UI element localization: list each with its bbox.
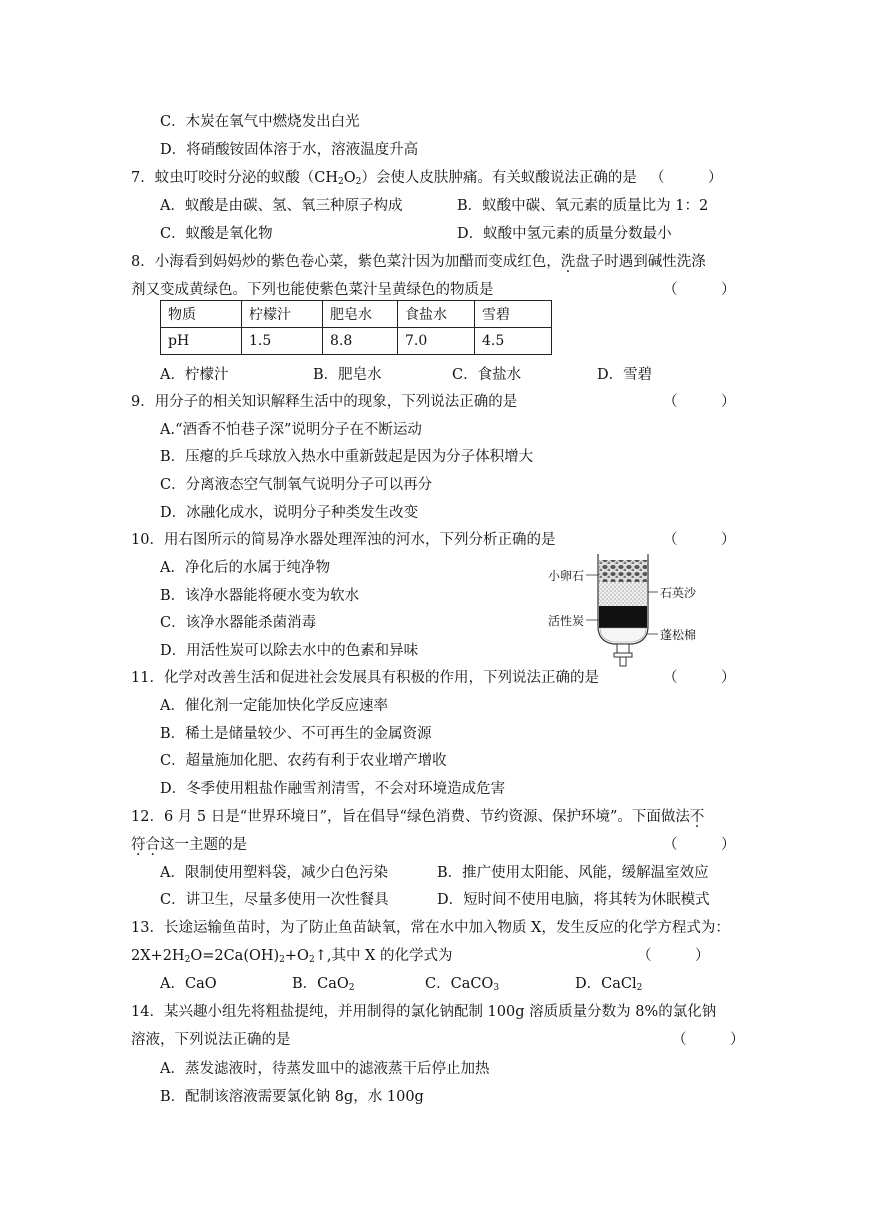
- q14-stem-line1: 14．某兴趣小组先将粗盐提纯，并用制得的氯化钠配制 100g 溶质质量分数为 8%的氯化钠: [131, 1004, 717, 1020]
- table-cell: 柠檬汁: [242, 301, 323, 328]
- q10-option-b: B．该净水器能将硬水变为软水: [160, 588, 360, 604]
- q12-stem-line2: 符合这一主题的是: [131, 837, 247, 853]
- q14-answer-paren: （ ）: [672, 1032, 745, 1048]
- q6-option-d: D．将硝酸铵固体溶于水，溶液温度升高: [160, 142, 419, 158]
- q7-option-b: B．蚁酸中碳、氧元素的质量比为 1：2: [457, 198, 709, 214]
- q13-option-c: C．CaCO$_3$: [425, 976, 500, 993]
- q9-option-b: B．压瘪的乒乓球放入热水中重新鼓起是因为分子体积增大: [160, 449, 534, 465]
- table-cell: 雪碧: [475, 301, 552, 328]
- q10-option-c: C．该净水器能杀菌消毒: [160, 615, 317, 631]
- q11-stem: 11．化学对改善生活和促进社会发展具有积极的作用，下列说法正确的是: [131, 670, 599, 686]
- sand-layer: [599, 582, 647, 606]
- q12-answer-paren: （ ）: [663, 837, 736, 853]
- q7-option-d: D．蚁酸中氢元素的质量分数最小: [457, 226, 672, 242]
- ph-table: [160, 300, 552, 355]
- q13-equation: $2X+2H_2O=2Ca(OH)_2+O_2↑$,其中 X 的化学式为: [131, 948, 453, 965]
- q8-option-b: B．肥皂水: [313, 367, 382, 383]
- q10-stem: 10．用右图所示的简易净水器处理浑浊的河水，下列分析正确的是: [131, 532, 556, 548]
- label-sand: 石英沙: [660, 586, 697, 600]
- table-cell: 肥皂水: [323, 301, 398, 328]
- q13-answer-paren: （ ）: [637, 948, 710, 964]
- q10-answer-paren: （ ）: [663, 532, 736, 548]
- carbon-layer: [599, 606, 647, 628]
- q11-option-b: B．稀土是储量较少、不可再生的金属资源: [160, 726, 432, 742]
- q10-option-d: D．用活性炭可以除去水中的色素和异味: [160, 643, 419, 659]
- q8-stem-line2: 剂又变成黄绿色。下列也能使紫色菜汁呈黄绿色的物质是: [131, 282, 494, 298]
- q7-option-c: C．蚁酸是氧化物: [160, 226, 273, 242]
- q12-option-a: A．限制使用塑料袋，减少白色污染: [160, 865, 388, 881]
- label-cotton: 蓬松棉: [660, 628, 697, 642]
- q14-option-b: B．配制该溶液需要氯化钠 8g，水 100g: [160, 1089, 424, 1105]
- q7-option-a: A．蚁酸是由碳、氢、氧三种原子构成: [160, 198, 403, 214]
- q9-answer-paren: （ ）: [663, 394, 736, 410]
- table-cell: 食盐水: [398, 301, 475, 328]
- table-cell: 物质: [161, 301, 242, 328]
- q7-stem: 7．蚊虫叮咬时分泌的蚁酸$(CH_2O_2)$会使人皮肤肿痛。有关蚁酸说法正确的是: [131, 170, 637, 187]
- q13-option-d: D．CaCl$_2$: [575, 976, 643, 993]
- q11-option-a: A．催化剂一定能加快化学反应速率: [160, 698, 388, 714]
- q12-option-c: C．讲卫生，尽量多使用一次性餐具: [160, 892, 389, 908]
- q8-option-c: C．食盐水: [452, 367, 522, 383]
- q14-option-a: A．蒸发滤液时，待蒸发皿中的滤液蒸干后停止加热: [160, 1061, 490, 1077]
- q7-answer-paren: （ ）: [650, 170, 723, 186]
- q11-option-d: D．冬季使用粗盐作融雪剂清雪，不会对环境造成危害: [160, 781, 506, 797]
- q8-option-d: D．雪碧: [597, 367, 653, 383]
- q12-stem-line1: 12．6 月 5 日是“世界环境日”，旨在倡导“绿色消费、节约资源、保护环境”。下面做法不: [131, 809, 705, 825]
- water-filter-diagram: [546, 550, 736, 672]
- q11-option-c: C．超量施加化肥、农药有利于农业增产增收: [160, 753, 447, 769]
- q6-option-c: C．木炭在氧气中燃烧发出白光: [160, 114, 360, 130]
- label-carbon: 活性炭: [548, 614, 585, 628]
- q14-stem-line2: 溶液，下列说法正确的是: [131, 1032, 291, 1048]
- label-pebbles: 小卵石: [548, 569, 585, 583]
- q9-option-d: D．冰融化成水，说明分子种类发生改变: [160, 505, 419, 521]
- q12-option-d: D．短时间不使用电脑，将其转为休眠模式: [437, 892, 710, 908]
- q8-stem-line1: 8．小海看到妈妈炒的紫色卷心菜，紫色菜汁因为加醋而变成红色，洗盘子时遇到碱性洗涤: [131, 254, 706, 270]
- table-cell: 4.5: [475, 328, 552, 355]
- q13-option-b: B．CaO$_2$: [292, 976, 355, 993]
- q11-answer-paren: （ ）: [663, 670, 736, 686]
- pebble-layer: [599, 560, 647, 582]
- table-cell: pH: [161, 328, 242, 355]
- q9-option-c: C．分离液态空气制氧气说明分子可以再分: [160, 477, 433, 493]
- q8-answer-paren: （ ）: [663, 282, 736, 298]
- ph-table-header-row: [161, 301, 552, 328]
- ph-table-value-row: [161, 328, 552, 355]
- q8-option-a: A．柠檬汁: [160, 367, 229, 383]
- q9-option-a: A.“酒香不怕巷子深”说明分子在不断运动: [160, 422, 422, 438]
- q10-option-a: A．净化后的水属于纯净物: [160, 560, 330, 576]
- q13-stem: 13．长途运输鱼苗时，为了防止鱼苗缺氧，常在水中加入物质 X，发生反应的化学方程式为：: [131, 920, 730, 936]
- table-cell: 7.0: [398, 328, 475, 355]
- q12-option-b: B．推广使用太阳能、风能，缓解温室效应: [437, 865, 709, 881]
- table-cell: 1.5: [242, 328, 323, 355]
- table-cell: 8.8: [323, 328, 398, 355]
- q9-stem: 9．用分子的相关知识解释生活中的现象，下列说法正确的是: [131, 394, 518, 410]
- cotton-layer: [600, 628, 646, 642]
- q13-option-a: A．CaO: [160, 976, 217, 992]
